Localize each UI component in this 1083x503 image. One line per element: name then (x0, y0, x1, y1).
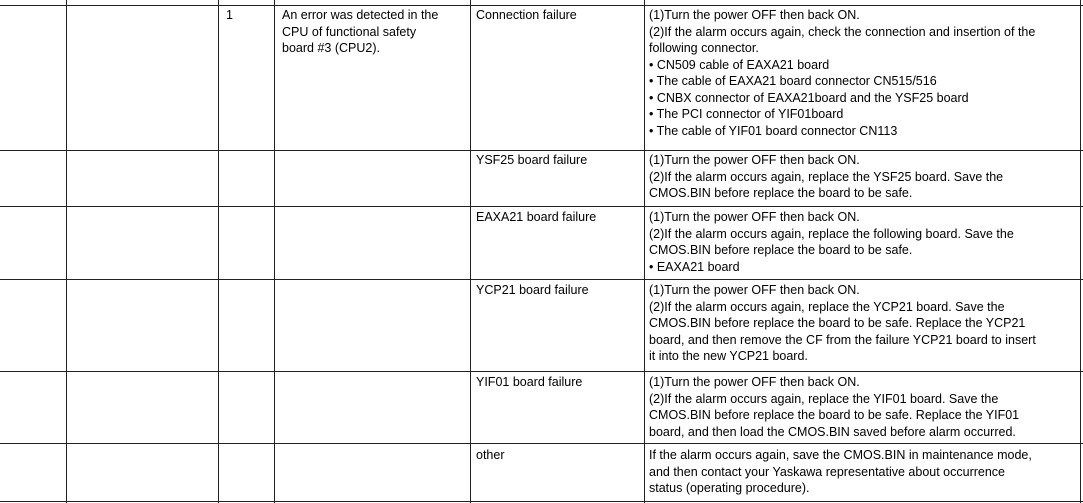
remedy-line: • EAXA21 board (649, 259, 740, 274)
sub-code-cell (226, 7, 233, 24)
remedy-cell (649, 374, 1019, 440)
cause-cell (476, 152, 587, 169)
sub-code: 1 (226, 8, 233, 22)
cause-text: EAXA21 board failure (476, 210, 597, 224)
remedy-line: (1)Turn the power OFF then back ON. (649, 8, 860, 22)
column-divider (470, 0, 471, 503)
remedy-line: • CN509 cable of EAXA21 board (649, 57, 830, 72)
row-divider (0, 371, 1083, 372)
remedy-cell (649, 7, 1035, 139)
remedy-line: (1)Turn the power OFF then back ON. (649, 153, 860, 167)
cause-text: other (476, 448, 505, 462)
remedy-cell (649, 282, 1036, 365)
meaning-line: An error was detected in the (282, 8, 439, 22)
row-divider (0, 279, 1083, 280)
cause-cell (476, 447, 505, 464)
column-divider (218, 0, 219, 503)
row-divider (0, 443, 1083, 444)
remedy-line: following connector. (649, 41, 759, 55)
column-divider (1080, 0, 1081, 503)
remedy-line: (1)Turn the power OFF then back ON. (649, 283, 860, 297)
remedy-line: • The cable of YIF01 board connector CN113 (649, 123, 898, 138)
remedy-line: (2)If the alarm occurs again, replace the YCP21 board. Save the (649, 299, 1005, 314)
row-divider (0, 501, 1083, 502)
row-divider (0, 5, 1083, 6)
remedy-line: it into the new YCP21 board. (649, 349, 808, 363)
remedy-line: (1)Turn the power OFF then back ON. (649, 375, 860, 389)
column-divider (274, 0, 275, 503)
row-divider (0, 206, 1083, 207)
cause-cell (476, 282, 589, 299)
remedy-line: board, and then remove the CF from the failure YCP21 board to insert (649, 332, 1036, 347)
cause-cell (476, 209, 596, 226)
remedy-line: • The cable of EAXA21 board connector CN515/516 (649, 74, 937, 88)
cause-text: YCP21 board failure (476, 283, 589, 297)
cause-text: YIF01 board failure (476, 375, 583, 389)
remedy-line: • CNBX connector of EAXA21board and the YSF25 board (649, 90, 969, 105)
cause-cell (476, 7, 577, 24)
remedy-line: • The PCI connector of YIF01board (649, 107, 844, 121)
column-divider (66, 0, 67, 503)
remedy-line: (2)If the alarm occurs again, check the connection and insertion of the (649, 24, 1036, 39)
meaning-line: board #3 (CPU2). (282, 41, 380, 55)
cause-text: YSF25 board failure (476, 153, 588, 167)
remedy-line: board, and then load the CMOS.BIN saved before alarm occurred. (649, 424, 1016, 439)
remedy-cell (649, 447, 1032, 497)
remedy-line: (1)Turn the power OFF then back ON. (649, 210, 860, 224)
remedy-line: (2)If the alarm occurs again, replace the following board. Save the (649, 226, 1014, 241)
remedy-line: and then contact your Yaskawa representative about occurrence (649, 464, 1006, 479)
meaning-cell (282, 7, 438, 57)
remedy-line: CMOS.BIN before replace the board to be safe. (649, 186, 913, 200)
row-divider (0, 150, 1083, 151)
remedy-line: If the alarm occurs again, save the CMOS.BIN in maintenance mode, (649, 448, 1032, 462)
meaning-line: CPU of functional safety (282, 24, 417, 39)
remedy-line: CMOS.BIN before replace the board to be safe. Replace the YCP21 (649, 316, 1026, 330)
remedy-line: (2)If the alarm occurs again, replace the YIF01 board. Save the (649, 391, 999, 406)
remedy-cell (649, 152, 1003, 202)
cause-text: Connection failure (476, 8, 577, 22)
remedy-line: (2)If the alarm occurs again, replace the YSF25 board. Save the (649, 169, 1004, 184)
remedy-line: CMOS.BIN before replace the board to be safe. (649, 243, 913, 257)
cause-cell (476, 374, 582, 391)
remedy-cell (649, 209, 1014, 275)
remedy-line: CMOS.BIN before replace the board to be safe. Replace the YIF01 (649, 408, 1020, 422)
column-divider (644, 0, 645, 503)
remedy-line: status (operating procedure). (649, 481, 810, 495)
